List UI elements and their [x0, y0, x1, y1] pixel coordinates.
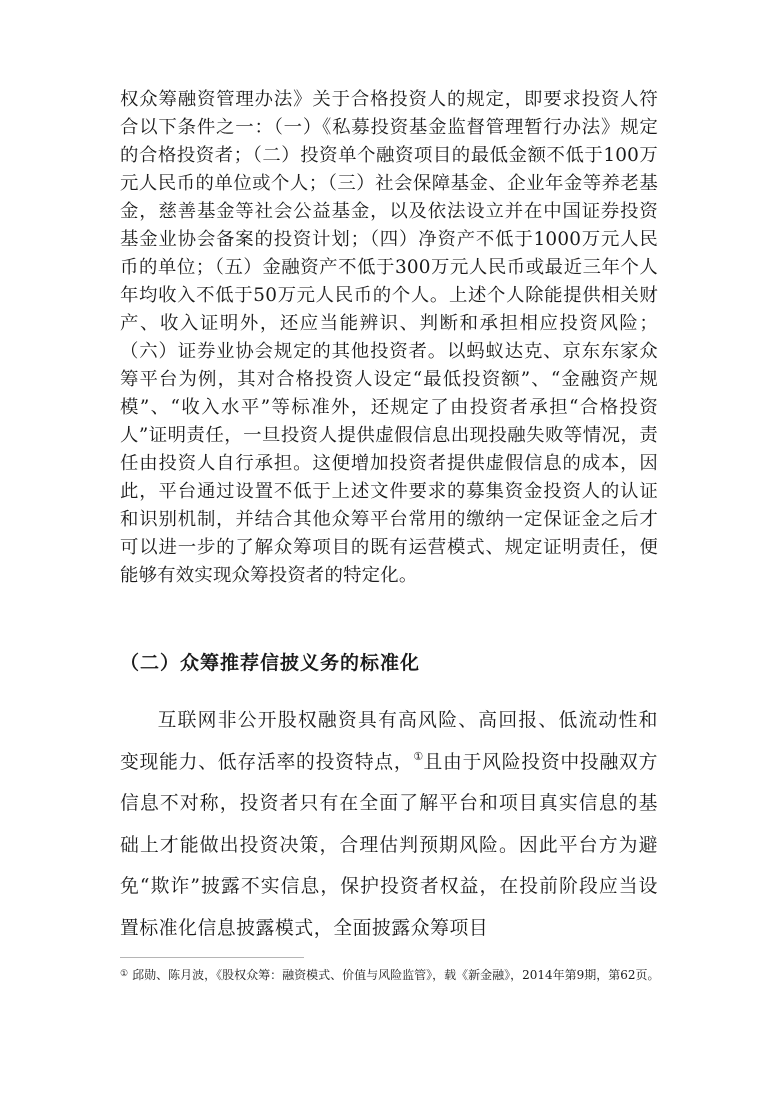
body-paragraph — [120, 700, 658, 949]
paragraph-text-part-1: 互联网非公开股权融资具有高风险、高回报、低流动性和变现能力、低存活率的投资特点， — [120, 710, 658, 773]
footnote-text: 邱勋、陈月波，《股权众筹：融资模式、价值与风险监管》，载《新金融》，2014年第9期，第62页。 — [132, 968, 660, 982]
paragraph-text-part-2: 且由于风险投资中投融双方信息不对称，投资者只有在全面了解平台和项目真实信息的基础上才能做出投资决策，合理估判预期风险。因此平台方为避免“欺诈”披露不实信息，保护投资者权益，在投前阶段应当设置标准化信息披露模式，全面披露众筹项目 — [120, 751, 658, 939]
footnote-marker: ① — [120, 969, 129, 979]
body-paragraph-continued: 权众筹融资管理办法》关于合格投资人的规定，即要求投资人符合以下条件之一：（一）《私募投资基金监督管理暂行办法》规定的合格投资者；（二）投资单个融资项目的最低金额不低于100万元人民币的单位或个人；（三）社会保障基金、企业年金等养老基金，慈善基金等社会公益基金，以及依法设立并在中国证券投资基金业协会备案的投资计划；（四）净资产不低于1000万元人民币的单位；（五）金融资产不低于300万元人民币或最近三年个人年均收入不低于50万元人民币的个人。上述个人除能提供相关财产、收入证明外，还应当能辨识、判断和承担相应投资风险；（六）证券业协会规定的其他投资者。以蚂蚁达克、京东东家众筹平台为例，其对合格投资人设定“最低投资额”、“金融资产规模”、“收入水平”等标准外，还规定了由投资者承担“合格投资人”证明责任，一旦投资人提供虚假信息出现投融失败等情况，责任由投资人自行承担。这便增加投资者提供虚假信息的成本，因此，平台通过设置不低于上述文件要求的募集资金投资人的认证和识别机制，并结合其他众筹平台常用的缴纳一定保证金之后才可以进一步的了解众筹项目的既有运营模式、规定证明责任，便能够有效实现众筹投资者的特定化。 — [120, 89, 658, 586]
section-heading: （二）众筹推荐信披义务的标准化 — [120, 652, 421, 674]
footnote-reference[interactable]: ① — [413, 749, 424, 763]
footnote-divider — [120, 957, 304, 958]
footnote — [120, 964, 660, 985]
